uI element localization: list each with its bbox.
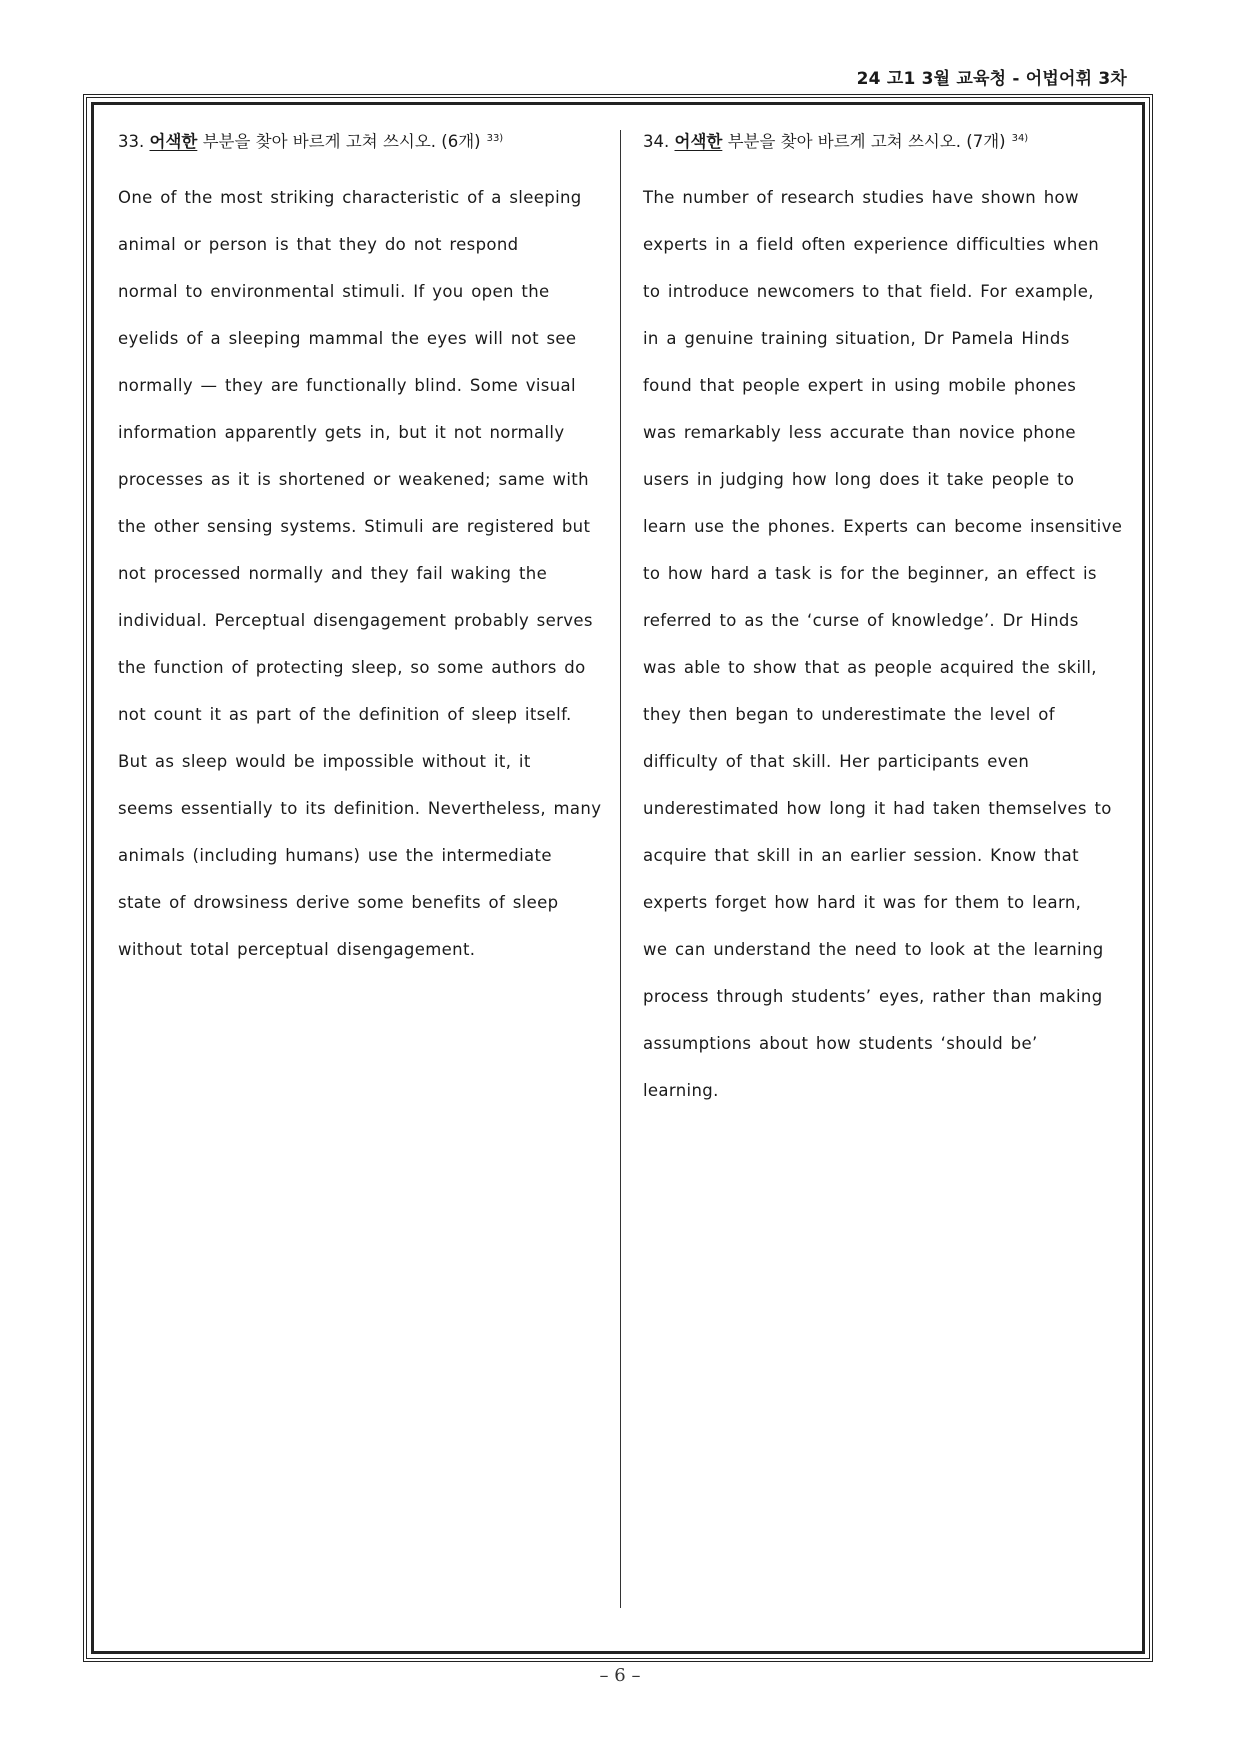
- page-number: – 6 –: [599, 1665, 641, 1686]
- question-33-emphasis: 어색한: [149, 132, 198, 151]
- question-34-line: referred to as the ‘curse of knowledge’. Dr Hinds: [643, 611, 1079, 630]
- question-33-line: state of drowsiness derive some benefits of sleep: [118, 893, 559, 912]
- question-33-line: animals (including humans) use the intermediate: [118, 846, 552, 865]
- question-34-instruction: 부분을 찾아 바르게 고쳐 쓰시오. (7개): [727, 132, 1006, 151]
- question-34-title: [643, 124, 1128, 157]
- question-33-title: [118, 124, 603, 157]
- question-34-line: assumptions about how students ‘should be’: [643, 1034, 1038, 1053]
- question-34-line: underestimated how long it had taken themselves to: [643, 799, 1112, 818]
- question-34-line: was able to show that as people acquired the skill,: [643, 658, 1097, 677]
- question-34-line: we can understand the need to look at the learning: [643, 940, 1104, 959]
- question-33-instruction: 부분을 찾아 바르게 고쳐 쓰시오. (6개): [202, 132, 481, 151]
- question-33-line: seems essentially to its definition. Nevertheless, many: [118, 799, 602, 818]
- question-34-column: [643, 124, 1128, 1114]
- question-34-number: 34.: [643, 132, 670, 151]
- question-33-number: 33.: [118, 132, 145, 151]
- question-33-column: [118, 124, 603, 973]
- question-33-line: the function of protecting sleep, so some authors do: [118, 658, 586, 677]
- question-33-line: the other sensing systems. Stimuli are registered but: [118, 517, 591, 536]
- question-33-line: eyelids of a sleeping mammal the eyes will not see: [118, 329, 577, 348]
- question-34-line: users in judging how long does it take people to: [643, 470, 1075, 489]
- question-34-line: difficulty of that skill. Her participants even: [643, 752, 1030, 771]
- question-34-line: experts in a field often experience difficulties when: [643, 235, 1099, 254]
- question-34-line: was remarkably less accurate than novice phone: [643, 423, 1076, 442]
- question-33-line: information apparently gets in, but it not normally: [118, 423, 565, 442]
- question-33-line: not processed normally and they fail waking the: [118, 564, 548, 583]
- question-34-line: in a genuine training situation, Dr Pamela Hinds: [643, 329, 1070, 348]
- question-33-line: without total perceptual disengagement.: [118, 940, 476, 959]
- question-33-line: processes as it is shortened or weakened; same with: [118, 470, 589, 489]
- question-33-line: animal or person is that they do not respond: [118, 235, 519, 254]
- question-34-line: experts forget how hard it was for them to learn,: [643, 893, 1082, 912]
- question-34-line: found that people expert in using mobile phones: [643, 376, 1077, 395]
- question-33-line: One of the most striking characteristic of a sleeping: [118, 188, 582, 207]
- question-34-line: to introduce newcomers to that field. For example,: [643, 282, 1094, 301]
- question-33-line: normal to environmental stimuli. If you open the: [118, 282, 550, 301]
- question-34-line: The number of research studies have shown how: [643, 188, 1079, 207]
- column-divider: [620, 130, 621, 1608]
- question-33-footnote: 33): [486, 133, 504, 144]
- question-34-emphasis: 어색한: [674, 132, 723, 151]
- question-34-line: process through students’ eyes, rather than making: [643, 987, 1103, 1006]
- question-34-line: they then began to underestimate the level of: [643, 705, 1055, 724]
- question-33-line: not count it as part of the definition of sleep itself.: [118, 705, 572, 724]
- question-34-footnote: 34): [1011, 133, 1029, 144]
- question-34-line: learning.: [643, 1081, 719, 1100]
- question-33-line: normally — they are functionally blind. Some visual: [118, 376, 576, 395]
- question-33-line: But as sleep would be impossible without it, it: [118, 752, 531, 771]
- question-34-line: acquire that skill in an earlier session. Know that: [643, 846, 1079, 865]
- question-34-line: to how hard a task is for the beginner, an effect is: [643, 564, 1097, 583]
- question-33-line: individual. Perceptual disengagement probably serves: [118, 611, 593, 630]
- page-header-title: 24 고1 3월 교육청 - 어법어휘 3차: [856, 69, 1127, 89]
- question-34-line: learn use the phones. Experts can become insensitive: [643, 517, 1123, 536]
